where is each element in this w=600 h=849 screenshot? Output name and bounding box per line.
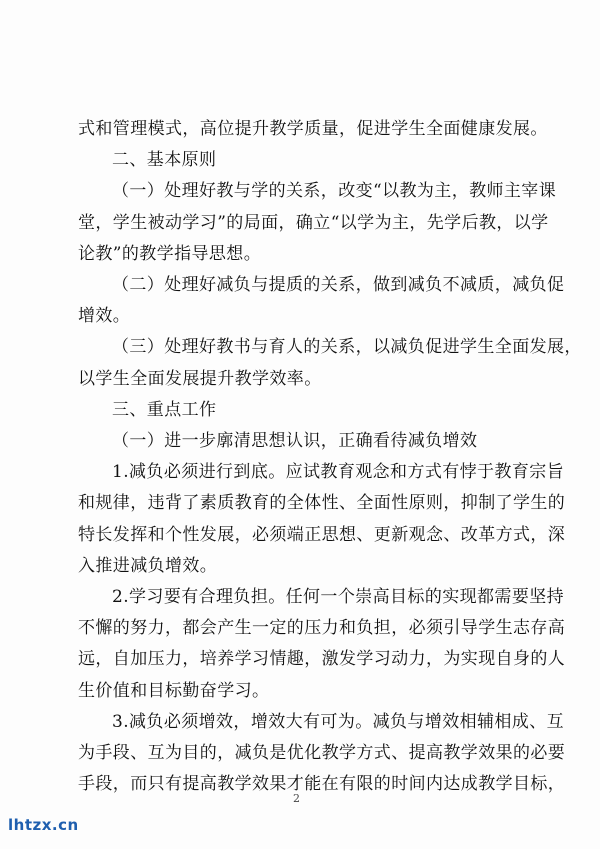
text-line: 堂，学生被动学习”的局面，确立“以学为主，先学后教，以学: [78, 212, 549, 233]
text-line: 3.减负必须增效，增效大有可为。减负与增效相辅相成、互: [112, 711, 565, 732]
text-line: 和规律，违背了素质教育的全体性、全面性原则，抑制了学生的: [78, 493, 566, 514]
text-line: 不懈的努力，都会产生一定的压力和负担，必须引导学生志存高: [78, 618, 566, 639]
text-line: 为手段、互为目的，减负是优化教学方式、提高教学效果的必要: [78, 743, 566, 764]
text-line: 生价值和目标勤奋学习。: [78, 680, 270, 701]
text-line: 三、重点工作: [112, 399, 217, 420]
body-text: [78, 114, 582, 800]
text-line: 手段，而只有提高教学效果才能在有限的时间内达成教学目标，: [78, 774, 566, 795]
text-line: 2.学习要有合理负担。任何一个崇高目标的实现都需要坚持: [112, 587, 565, 608]
text-line: （一）处理好教与学的关系，改变“以教为主，教师主宰课: [112, 181, 557, 202]
text-line: 1.减负必须进行到底。应试教育观念和方式有悖于教育宗旨: [112, 462, 565, 483]
text-line: 式和管理模式，高位提升教学质量，促进学生全面健康发展。: [78, 119, 548, 139]
text-line: 论教”的教学指导思想。: [78, 243, 262, 264]
text-line: 特长发挥和个性发展，必须端正思想、更新观念、改革方式，深: [78, 524, 566, 545]
text-line: 二、基本原则: [112, 150, 217, 171]
text-line: 增效。: [78, 306, 131, 327]
text-line: 以学生全面发展提升教学效率。: [78, 368, 322, 389]
page-number: 2: [293, 792, 300, 805]
site-watermark: lhtzx.cn: [8, 816, 79, 834]
text-line: （三）处理好教书与育人的关系，以减负促进学生全面发展，: [112, 337, 582, 358]
text-line: （一）进一步廓清思想认识，正确看待减负增效: [112, 431, 478, 452]
text-line: 远，自加压力，培养学习情趣，激发学习动力，为实现自身的人: [78, 649, 566, 670]
text-line: （二）处理好减负与提质的关系，做到减负不减质，减负促: [112, 275, 565, 296]
text-line: 入推进减负增效。: [78, 555, 218, 576]
